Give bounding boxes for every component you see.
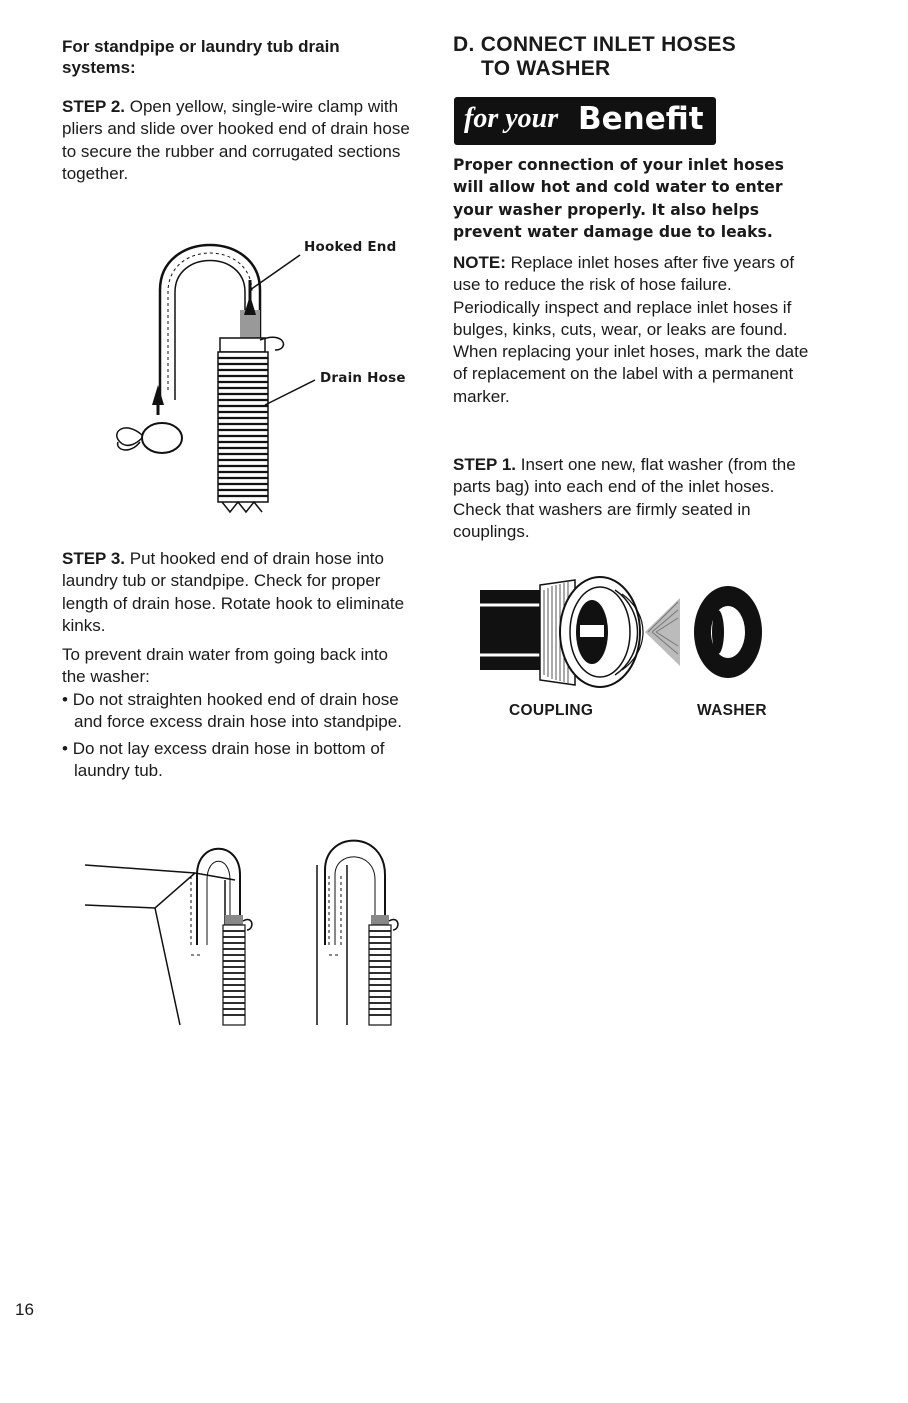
coupling-icon: [540, 577, 643, 687]
corrugated-hose: [218, 352, 268, 512]
tub-hose-corrugation: [223, 925, 245, 1025]
step1-label: STEP 1.: [453, 455, 516, 474]
standpipe-heading: For standpipe or laundry tub drain systems:: [62, 37, 340, 77]
step1-text: Insert one new, flat washer (from the parts bag) into each end of the inlet hoses. Check that washers are firmly seated in couplings.: [453, 455, 796, 541]
benefit-text: Proper connection of your inlet hoses will allow hot and cold water to enter your washer properly. It also helps prevent water damage due to leaks.: [453, 156, 784, 241]
note-label: NOTE:: [453, 253, 506, 272]
prevent-block: [62, 644, 412, 689]
prevent-text: To prevent drain water from going back into the washer:: [62, 645, 389, 687]
insert-arrow-icon: [645, 598, 680, 666]
washer-icon: [694, 586, 762, 678]
benefit-banner: [454, 97, 716, 145]
benefit-script: for your: [464, 103, 559, 134]
bullet-list: [62, 689, 427, 782]
step3-label: STEP 3.: [62, 549, 125, 568]
step2-text: Open yellow, single-wire clamp with pliers and slide over hooked end of drain hose to secure the rubber and corrugated sections together.: [62, 97, 410, 183]
step3-block: [62, 548, 412, 637]
step1-block: [453, 454, 798, 543]
note-text: Replace inlet hoses after five years of use to reduce the risk of hose failure. Periodically inspect and replace inlet hoses if bulges, kinks, cuts, wear, or leaks are found. When replacing your inlet hoses, mark the date of replacement on the label with a permanent marker.: [453, 253, 809, 406]
section-heading-line2: TO WASHER: [481, 57, 611, 80]
benefit-word: Benefit: [578, 101, 704, 137]
section-heading-line1: D. CONNECT INLET HOSES: [453, 33, 737, 56]
step3-text: Put hooked end of drain hose into laundry tub or standpipe. Check for proper length of drain hose. Rotate hook to eliminate kinks.: [62, 549, 405, 635]
wire-clamp: [117, 423, 182, 453]
benefit-text-block: [453, 154, 818, 243]
list-item: • Do not straighten hooked end of drain hose and force excess drain hose into standpipe.: [62, 690, 402, 732]
coupling-caption: COUPLING: [509, 702, 594, 719]
list-item: • Do not lay excess drain hose in bottom of laundry tub.: [62, 738, 385, 780]
coupling-washer-figure: [480, 570, 780, 700]
drain-hose-label: Drain Hose: [320, 370, 406, 386]
left-heading: [62, 36, 412, 78]
step2-block: [62, 96, 422, 185]
note-block: [453, 252, 813, 408]
section-heading: [453, 33, 736, 81]
washer-caption: WASHER: [697, 702, 767, 719]
standpipe-hose-corrugation: [369, 925, 391, 1025]
step2-label: STEP 2.: [62, 97, 125, 116]
hooked-end-label: Hooked End: [304, 239, 397, 255]
page-number: 16: [15, 1300, 34, 1319]
tub-standpipe-figure: [85, 835, 425, 1035]
